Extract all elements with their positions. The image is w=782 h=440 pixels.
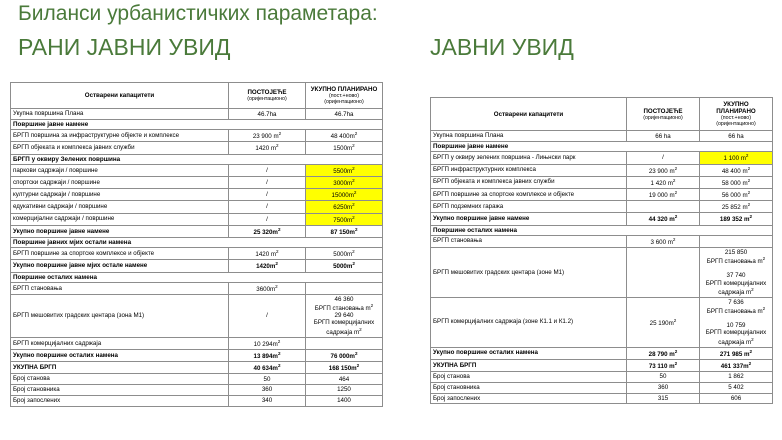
table-row: [11, 349, 383, 361]
row-value-existing: 50: [229, 374, 306, 385]
header-existing: [627, 98, 700, 131]
table-row: [431, 131, 773, 142]
table-row: [11, 201, 383, 213]
table-row: [11, 177, 383, 189]
row-label: Број запослених: [431, 393, 627, 404]
section-label: Површине јавних мјих остали намена: [11, 238, 383, 248]
row-value-planned: 271 985 $m^2$: [700, 347, 773, 359]
table-row: [431, 213, 773, 225]
header-existing: [229, 83, 306, 109]
table-row: [431, 359, 773, 371]
row-label: БРГП објеката и комплекса јавних служби: [431, 176, 627, 188]
row-label: комерцијални садржаји / површине: [11, 213, 229, 225]
section-label: БРГП у оквиру Зелених површина: [11, 154, 383, 164]
row-value-planned: 461 $337m^2$: [700, 359, 773, 371]
row-value-planned: 66 ha: [700, 131, 773, 142]
right-section-title: ЈАВНИ УВИД: [430, 34, 574, 60]
row-value-planned: 189 352 $m^2$: [700, 213, 773, 225]
row-label: БРГП комерцијалних садржаја (зоне К1.1 и К1.2): [431, 297, 627, 347]
row-label: Укупно површине јавне намене: [11, 225, 229, 237]
row-label: УКУПНА БРГП: [11, 362, 229, 374]
row-label: БРГП површина за инфраструктурне објекте и комплексе: [11, 130, 229, 142]
table-row: [431, 247, 773, 297]
row-value-planned: 215 850 БРГП становања $m^2$ 37 740 БРГП комерцијалних садржаја $m^2$: [700, 247, 773, 297]
table-section-row: [11, 154, 383, 164]
table-section-row: [431, 225, 773, 235]
header-planned-line3: (пост.+ново): [721, 115, 751, 122]
table-row: [11, 362, 383, 374]
row-label: БРГП комерцијалних садржаја: [11, 337, 229, 349]
row-value-planned: 46 360 БРГП становања $m^2$ 29 640 БРГП комерцијалних садржаја $m^2$: [306, 295, 383, 338]
row-value-planned: $1500m^2$: [306, 142, 383, 154]
header-existing-line1: ПОСТОЈЕЋЕ: [643, 107, 683, 115]
header-planned: [700, 98, 773, 131]
row-value-existing: 46.7ha: [229, 109, 306, 120]
table-row: [11, 374, 383, 385]
row-label: Укупна површина Плана: [11, 109, 229, 120]
row-value-existing: 23 900 $m^2$: [627, 164, 700, 176]
row-value-planned: 48 400 $m^2$: [700, 164, 773, 176]
row-label: БРГП инфраструктурних комплекса: [431, 164, 627, 176]
row-value-existing: 28 790 $m^2$: [627, 347, 700, 359]
row-value-planned: $5000m^2$: [306, 248, 383, 260]
row-value-existing: [627, 247, 700, 297]
row-value-planned: 464: [306, 374, 383, 385]
table-row: [11, 109, 383, 120]
table-row: [431, 201, 773, 213]
row-value-existing: 340: [229, 395, 306, 406]
table-section-row: [11, 120, 383, 130]
section-label: Површине осталих намена: [431, 225, 773, 235]
row-label: Укупно површине осталих намена: [11, 349, 229, 361]
row-label: БРГП мешовитих градских центара (зона М1): [11, 295, 229, 338]
row-value-existing: /: [229, 201, 306, 213]
row-value-existing: 10 $294m^2$: [229, 337, 306, 349]
table-row: [11, 295, 383, 338]
table-row: [11, 213, 383, 225]
table-section-row: [11, 272, 383, 282]
row-value-existing: /: [229, 295, 306, 338]
row-label: Укупно површине јавне мјих остале намене: [11, 260, 229, 272]
row-value-existing: 1420 $m^2$: [229, 248, 306, 260]
table-row: [11, 164, 383, 176]
table-row: [431, 372, 773, 383]
row-value-existing: /: [229, 213, 306, 225]
table-row: [11, 395, 383, 406]
row-value-planned: $15000m^2$: [306, 189, 383, 201]
row-value-planned: [306, 282, 383, 294]
row-label: Укупно површине јавне намене: [431, 213, 627, 225]
row-value-existing: /: [627, 152, 700, 164]
header-existing-line2: (оријентационо): [247, 96, 287, 103]
row-value-existing: /: [229, 189, 306, 201]
section-label: Површине јавне намене: [11, 120, 383, 130]
row-value-existing: /: [229, 177, 306, 189]
row-value-planned: 1400: [306, 395, 383, 406]
row-value-existing: $3600m^2$: [229, 282, 306, 294]
row-value-planned: $7500m^2$: [306, 213, 383, 225]
row-value-planned: 56 000 $m^2$: [700, 188, 773, 200]
row-label: Број станова: [431, 372, 627, 383]
row-label: БРГП површине за спортске комплексе и објекте: [431, 188, 627, 200]
row-value-planned: 48 $400m^2$: [306, 130, 383, 142]
row-label: Укупна површина Плана: [431, 131, 627, 142]
header-planned: [306, 83, 383, 109]
table-section-row: [11, 238, 383, 248]
table-section-row: [431, 142, 773, 152]
row-value-existing: 19 000 $m^2$: [627, 188, 700, 200]
table-row: [11, 189, 383, 201]
row-value-planned: $3000m^2$: [306, 177, 383, 189]
row-label: Број запослених: [11, 395, 229, 406]
row-label: Укупно површине осталих намена: [431, 347, 627, 359]
row-value-existing: /: [229, 164, 306, 176]
row-value-planned: [700, 235, 773, 247]
row-value-existing: 40 $634m^2$: [229, 362, 306, 374]
row-label: БРГП становања: [431, 235, 627, 247]
row-value-planned: 76 $000m^2$: [306, 349, 383, 361]
row-value-existing: 315: [627, 393, 700, 404]
table-header-row: [11, 83, 383, 109]
row-label: УКУПНА БРГП: [431, 359, 627, 371]
row-value-existing: 66 ha: [627, 131, 700, 142]
row-value-existing: 1420 $m^2$: [229, 142, 306, 154]
table-row: [11, 260, 383, 272]
row-label: БРГП становања: [11, 282, 229, 294]
header-planned-line3: (оријентационо): [324, 99, 364, 106]
row-value-planned: 87 $150m^2$: [306, 225, 383, 237]
table-row: [431, 347, 773, 359]
table-header-row: [431, 98, 773, 131]
section-label: Површине јавне намене: [431, 142, 773, 152]
row-value-existing: 44 320 $m^2$: [627, 213, 700, 225]
row-value-existing: 360: [229, 385, 306, 396]
row-value-existing: 3 600 $m^2$: [627, 235, 700, 247]
row-value-planned: 1250: [306, 385, 383, 396]
row-label: културни садржаји / површине: [11, 189, 229, 201]
row-value-planned: 46.7ha: [306, 109, 383, 120]
row-value-existing: 13 $894m^2$: [229, 349, 306, 361]
table-row: [11, 130, 383, 142]
header-existing-line1: ПОСТОЈЕЋЕ: [247, 89, 287, 97]
section-label: Површине осталих намена: [11, 272, 383, 282]
table-row: [11, 385, 383, 396]
row-value-existing: 360: [627, 382, 700, 393]
left-table-body: [11, 109, 383, 406]
row-value-planned: 1 862: [700, 372, 773, 383]
row-value-existing: $1420m^2$: [229, 260, 306, 272]
row-value-planned: 1 100 $m^2$: [700, 152, 773, 164]
table-row: [431, 393, 773, 404]
table-row: [11, 225, 383, 237]
row-label: БРГП у оквиру зелених површина - Лињнски парк: [431, 152, 627, 164]
header-existing-line2: (оријентационо): [643, 114, 683, 121]
header-planned-line2: (пост.+ново): [329, 93, 359, 100]
row-value-existing: 25 $190m^2$: [627, 297, 700, 347]
header-planned-line4: (оријентационо): [716, 121, 756, 128]
row-value-planned: $5000m^2$: [306, 260, 383, 272]
table-early-public-review: [10, 82, 383, 407]
row-label: Број становника: [431, 382, 627, 393]
row-value-planned: 168 $150m^2$: [306, 362, 383, 374]
row-value-planned: 7 636 БРГП становања $m^2$ 10 759 БРГП комерцијалних садржаја $m^2$: [700, 297, 773, 347]
row-value-planned: $5500m^2$: [306, 164, 383, 176]
row-value-planned: $6250m^2$: [306, 201, 383, 213]
row-value-planned: 5 402: [700, 382, 773, 393]
page-title: Биланси урбанистичких параметара:: [18, 2, 378, 25]
row-label: спортски садржаји / површине: [11, 177, 229, 189]
row-value-existing: 25 $320m^2$: [229, 225, 306, 237]
header-capacities: Остварени капацитети: [431, 98, 627, 131]
table-row: [11, 282, 383, 294]
table-row: [11, 337, 383, 349]
row-value-existing: 23 900 $m^2$: [229, 130, 306, 142]
row-value-planned: [306, 337, 383, 349]
table-row: [431, 297, 773, 347]
table-row: [11, 142, 383, 154]
row-value-existing: 73 110 $m^2$: [627, 359, 700, 371]
table-row: [431, 382, 773, 393]
header-capacities: Остварени капацитети: [11, 83, 229, 109]
table-row: [431, 235, 773, 247]
header-planned-line1: УКУПНО ПЛАНИРАНО: [310, 86, 378, 93]
table-row: [431, 176, 773, 188]
row-label: паркови садржаји / површине: [11, 164, 229, 176]
row-value-existing: [627, 201, 700, 213]
row-value-existing: 50: [627, 372, 700, 383]
left-section-title: РАНИ ЈАВНИ УВИД: [18, 34, 231, 60]
table-row: [431, 164, 773, 176]
row-label: Број станова: [11, 374, 229, 385]
table-public-review: [430, 97, 773, 404]
header-planned-line1: УКУПНО: [723, 101, 749, 108]
row-label: БРГП мешовитих градских центара (зоне М1): [431, 247, 627, 297]
header-planned-line2: ПЛАНИРАНО: [716, 108, 756, 116]
row-label: БРГП подземних гаража: [431, 201, 627, 213]
row-label: едукативни садржаји / површине: [11, 201, 229, 213]
table-row: [431, 188, 773, 200]
row-value-planned: 25 852 $m^2$: [700, 201, 773, 213]
row-label: БРГП објеката и комплекса јавних служби: [11, 142, 229, 154]
row-label: БРГП површине за спортске комплексе и објекте: [11, 248, 229, 260]
row-value-existing: 1 420 $m^2$: [627, 176, 700, 188]
row-value-planned: 58 000 $m^2$: [700, 176, 773, 188]
right-table-body: [431, 131, 773, 404]
row-value-planned: 606: [700, 393, 773, 404]
row-label: Број становника: [11, 385, 229, 396]
table-row: [11, 248, 383, 260]
table-row: [431, 152, 773, 164]
